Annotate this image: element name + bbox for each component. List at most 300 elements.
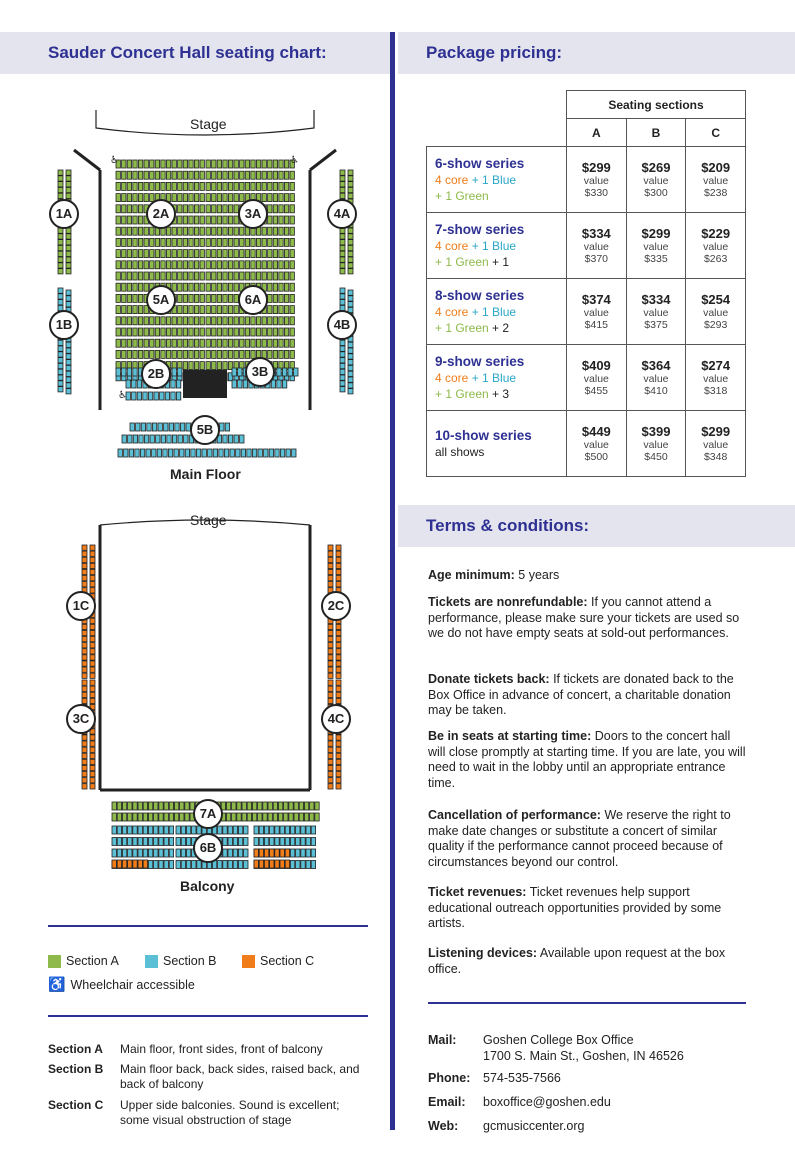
seat (138, 272, 142, 280)
seat (200, 272, 204, 280)
seat (284, 272, 288, 280)
seat (194, 328, 198, 336)
seat (150, 435, 154, 443)
seat (58, 263, 63, 268)
seat (90, 624, 95, 629)
seat (133, 272, 137, 280)
seat (251, 250, 255, 258)
seat (180, 423, 184, 431)
value-price: $300 (644, 187, 668, 199)
seat (116, 216, 120, 224)
seat (189, 261, 193, 269)
seat (200, 339, 204, 347)
seat (150, 339, 154, 347)
seat (245, 339, 249, 347)
seat (66, 170, 71, 175)
seat (138, 328, 142, 336)
term-value: Available upon request at the box office. (428, 946, 726, 976)
seat (247, 449, 251, 457)
seat (217, 283, 221, 291)
seat (273, 205, 277, 213)
seat (133, 813, 137, 821)
seat (285, 860, 289, 868)
legend-rule-top (48, 925, 368, 927)
price-cell (567, 345, 627, 411)
seat (206, 238, 210, 246)
seat (90, 753, 95, 758)
seat (273, 328, 277, 336)
seat (82, 563, 87, 568)
seat (82, 778, 87, 783)
seat (133, 317, 137, 325)
seat (237, 802, 241, 810)
seat (144, 317, 148, 325)
seat (279, 160, 283, 168)
seat (336, 735, 341, 740)
seat (290, 250, 294, 258)
seat (223, 306, 227, 314)
table-corner (427, 119, 567, 147)
seat (156, 435, 160, 443)
seat (228, 250, 232, 258)
seat (128, 860, 132, 868)
section-3c-badge: 3C (66, 704, 96, 734)
seat (336, 753, 341, 758)
legend-section-a-label: Section A (66, 954, 119, 968)
seat (138, 317, 142, 325)
seat (138, 171, 142, 179)
column-c-heading: C (686, 119, 746, 147)
seat (223, 339, 227, 347)
seat (273, 160, 277, 168)
seating-sections-heading: Seating sections (567, 91, 746, 119)
seat (161, 339, 165, 347)
seat (212, 272, 216, 280)
main-floor-label: Main Floor (170, 466, 241, 482)
seat (138, 294, 142, 302)
seat (223, 238, 227, 246)
seat (127, 272, 131, 280)
seat (212, 339, 216, 347)
seat (127, 328, 131, 336)
seat (183, 216, 187, 224)
seat (90, 686, 95, 691)
seat (172, 339, 176, 347)
seat (340, 176, 345, 181)
seat (200, 306, 204, 314)
seat (273, 813, 277, 821)
seat (348, 389, 353, 394)
contact-line: 1700 S. Main St., Goshen, IN 46526 (483, 1049, 684, 1063)
seat (244, 849, 248, 857)
seat (157, 449, 161, 457)
section-5b-badge: 5B (190, 415, 220, 445)
seat (275, 860, 279, 868)
seat (176, 849, 180, 857)
pricing-rows (427, 147, 746, 477)
seat (251, 182, 255, 190)
seat (133, 849, 137, 857)
seat (206, 283, 210, 291)
seat (178, 250, 182, 258)
seat (58, 340, 63, 345)
seat (66, 251, 71, 256)
seat (150, 261, 154, 269)
seat (247, 813, 251, 821)
seat (206, 205, 210, 213)
seat (232, 802, 236, 810)
price: $269 (641, 160, 671, 175)
seat (286, 449, 290, 457)
seat (90, 655, 95, 660)
seat (245, 328, 249, 336)
seat (242, 802, 246, 810)
seat (259, 849, 263, 857)
seat (180, 802, 184, 810)
seat (166, 339, 170, 347)
seat (284, 171, 288, 179)
seat (228, 294, 232, 302)
seat (127, 227, 131, 235)
seat (336, 655, 341, 660)
seat (273, 802, 277, 810)
seat (90, 698, 95, 703)
seat (161, 160, 165, 168)
seat (189, 250, 193, 258)
seat (234, 350, 238, 358)
seat (262, 160, 266, 168)
price: $449 (581, 424, 611, 439)
seat (328, 765, 333, 770)
seat (284, 283, 288, 291)
seat (194, 216, 198, 224)
seat (166, 350, 170, 358)
seat (116, 205, 120, 213)
seat (277, 368, 281, 376)
definition-key: Section B (48, 1062, 104, 1076)
seat (172, 250, 176, 258)
seat (268, 171, 272, 179)
seat (90, 692, 95, 697)
seat (178, 328, 182, 336)
seat (116, 317, 120, 325)
term-item (428, 595, 746, 642)
seat (183, 283, 187, 291)
seat (90, 582, 95, 587)
seat (234, 317, 238, 325)
seat (82, 643, 87, 648)
seat (66, 187, 71, 192)
term-item (428, 568, 746, 584)
section-c-swatch (242, 955, 255, 968)
seat (202, 449, 206, 457)
seat (58, 369, 63, 374)
seat (174, 449, 178, 457)
seat (138, 182, 142, 190)
seat (143, 392, 147, 400)
seat (138, 350, 142, 358)
seat (245, 272, 249, 280)
seat (155, 250, 159, 258)
seat (194, 250, 198, 258)
seat (58, 358, 63, 363)
seat (268, 802, 272, 810)
seat (172, 160, 176, 168)
seating-chart-drawing (0, 0, 390, 900)
seat (328, 661, 333, 666)
seat (171, 392, 175, 400)
seat (143, 813, 147, 821)
seat (268, 272, 272, 280)
seat (242, 813, 246, 821)
seat (228, 216, 232, 224)
seat (270, 826, 274, 834)
seat (254, 860, 258, 868)
seat (328, 741, 333, 746)
seat (150, 250, 154, 258)
seat (144, 283, 148, 291)
seat (66, 342, 71, 347)
seat (348, 360, 353, 365)
seat (90, 667, 95, 672)
seat (122, 227, 126, 235)
seat (258, 449, 262, 457)
seat (66, 182, 71, 187)
seat (251, 328, 255, 336)
seat (328, 698, 333, 703)
seat (192, 861, 196, 869)
core-count: 4 core (435, 238, 469, 253)
seat (116, 261, 120, 269)
seat (116, 250, 120, 258)
seat (133, 350, 137, 358)
seat (58, 269, 63, 274)
price: $299 (581, 160, 611, 175)
seat (336, 765, 341, 770)
contact-key: Phone: (428, 1071, 471, 1085)
seat (116, 350, 120, 358)
seat (328, 784, 333, 789)
seat (118, 449, 122, 457)
section-4b-badge: 4B (327, 310, 357, 340)
section-7a-badge: 7A (193, 799, 223, 829)
seat (251, 238, 255, 246)
seat (66, 269, 71, 274)
seat (58, 346, 63, 351)
legend-section-a (48, 954, 119, 968)
seat (165, 392, 169, 400)
pricing-table (426, 90, 746, 477)
seat (122, 283, 126, 291)
section-3a-badge: 3A (238, 199, 268, 229)
seat (132, 380, 136, 388)
seat (290, 294, 294, 302)
seat (122, 368, 126, 376)
seat (161, 328, 165, 336)
seat (228, 205, 232, 213)
section-6b-badge: 6B (193, 833, 223, 863)
seat (117, 802, 121, 810)
seat (278, 813, 282, 821)
seat (90, 759, 95, 764)
value-word: value (643, 439, 669, 451)
seat (90, 747, 95, 752)
value-price: $330 (584, 187, 608, 199)
seat (122, 350, 126, 358)
seat (154, 838, 158, 846)
price-cell (626, 213, 686, 279)
seat (176, 861, 180, 869)
seat (138, 813, 142, 821)
seat (336, 747, 341, 752)
seat (284, 238, 288, 246)
seat (117, 849, 121, 857)
seat (340, 245, 345, 250)
seat (138, 205, 142, 213)
seat (58, 288, 63, 293)
seat (171, 380, 175, 388)
seat (348, 176, 353, 181)
seat (217, 261, 221, 269)
seat (251, 261, 255, 269)
seat (290, 171, 294, 179)
column-b-heading: B (626, 119, 686, 147)
series-cell (427, 279, 567, 345)
value-price: $415 (584, 319, 608, 331)
value-word: value (703, 307, 729, 319)
term-value: If tickets are donated back to the Box Office in advance of concert, a charitable donation may be taken. (428, 672, 734, 717)
seat (116, 238, 120, 246)
seat (228, 160, 232, 168)
seat (133, 238, 137, 246)
seat (311, 838, 315, 846)
wall-left (74, 150, 100, 170)
core-count: 4 core (435, 370, 469, 385)
seat (200, 283, 204, 291)
definition-value: Main floor back, back sides, raised back, and back of balcony (120, 1062, 360, 1091)
seat (183, 238, 187, 246)
seat (340, 358, 345, 363)
seat (254, 838, 258, 846)
seat (289, 802, 293, 810)
seat (328, 759, 333, 764)
seat (194, 182, 198, 190)
seat (138, 838, 142, 846)
section-4a-badge: 4A (327, 199, 357, 229)
seat (234, 283, 238, 291)
contact-value (483, 1094, 763, 1110)
seat (228, 238, 232, 246)
seat (189, 283, 193, 291)
seat (273, 283, 277, 291)
value-price: $293 (703, 319, 728, 331)
seat (122, 261, 126, 269)
seat (144, 238, 148, 246)
seat (155, 238, 159, 246)
seat (245, 250, 249, 258)
seat (194, 205, 198, 213)
seat (82, 747, 87, 752)
seat (174, 813, 178, 821)
seat (150, 171, 154, 179)
seat (58, 257, 63, 262)
seat (58, 176, 63, 181)
seat (328, 667, 333, 672)
seat (336, 784, 341, 789)
seat (82, 741, 87, 746)
blue-count: + 1 Blue (471, 238, 517, 253)
seat (254, 826, 258, 834)
series-cell (427, 345, 567, 411)
seat (128, 849, 132, 857)
seat (223, 294, 227, 302)
seat (183, 272, 187, 280)
seat (348, 257, 353, 262)
seat (178, 205, 182, 213)
seat (194, 339, 198, 347)
seat (58, 193, 63, 198)
seat (183, 261, 187, 269)
seat (268, 328, 272, 336)
seat (133, 838, 137, 846)
seat (284, 205, 288, 213)
seat (348, 377, 353, 382)
seat (144, 160, 148, 168)
seat (122, 182, 126, 190)
term-value: If you cannot attend a performance, please make sure your tickets are used so we do not have empty seats at sold-out performances. (428, 595, 740, 640)
seat (166, 160, 170, 168)
seat (150, 272, 154, 280)
term-item (428, 808, 746, 870)
seat (262, 261, 266, 269)
legend-rule-bottom (48, 1015, 368, 1017)
seat (127, 205, 131, 213)
seat (328, 576, 333, 581)
seat (270, 838, 274, 846)
seat (282, 380, 286, 388)
seat (58, 363, 63, 368)
seat (284, 328, 288, 336)
series-cell (427, 213, 567, 279)
term-key: Tickets are nonrefundable: (428, 595, 588, 609)
seat (133, 227, 137, 235)
series-desc: all shows (435, 444, 485, 459)
seat (228, 283, 232, 291)
seat (175, 423, 179, 431)
value-price: $238 (703, 187, 728, 199)
extra-count: + 1 (492, 254, 510, 269)
seat (82, 692, 87, 697)
seat (138, 860, 142, 868)
seat (200, 294, 204, 302)
seat (290, 350, 294, 358)
seat (206, 182, 210, 190)
seat (172, 238, 176, 246)
seat (310, 802, 314, 810)
seat (311, 826, 315, 834)
series-cell (427, 147, 567, 213)
seat (238, 826, 242, 834)
seat (112, 849, 116, 857)
seat (311, 861, 315, 869)
seat (116, 272, 120, 280)
section-5a-badge: 5A (146, 285, 176, 315)
seat (273, 339, 277, 347)
seat (232, 380, 236, 388)
seat (240, 194, 244, 202)
seat (285, 849, 289, 857)
seat (172, 435, 176, 443)
